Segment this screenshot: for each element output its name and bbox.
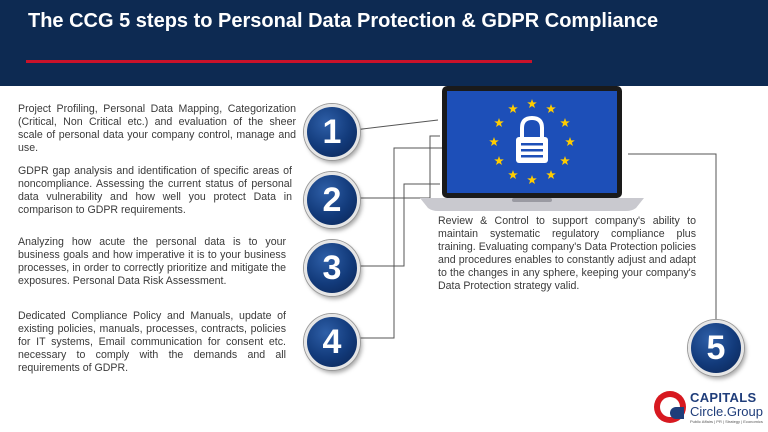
step-5-badge: 5 <box>688 320 744 376</box>
step-4-badge: 4 <box>304 314 360 370</box>
title-underline <box>26 60 532 63</box>
step-4-text: Dedicated Compliance Policy and Manuals, update of existing policies, manuals, processes, contracts, policies for IT systems, Email communication for consent etc. necessary to comply with the demands and all requirements of GDPR. <box>18 310 286 374</box>
step-1-text: Project Profiling, Personal Data Mapping, Categorization (Critical, Non Critical etc.) and evaluation of the sheer scale of personal data your company control, manage and use. <box>18 103 296 154</box>
logo-line-2: Circle.Group <box>690 404 763 419</box>
step-2-text: GDPR gap analysis and identification of specific areas of noncompliance. Assessing the current status of personal data vulnerability and how well you protect Data in comparison to GDPR requirements. <box>18 165 292 216</box>
laptop-eu-lock-icon <box>420 84 644 212</box>
page-title: The CCG 5 steps to Personal Data Protection & GDPR Compliance <box>28 10 659 32</box>
step-5-text: Review & Control to support company's ability to maintain systematic regulatory compliance plus training. Evaluating company's Data Protection policies and procedures enables to constantly adjust and adapt to the changes in any sphere, keeping your company's Data Protection strategy valid. <box>438 215 696 292</box>
capitals-circle-logo-icon <box>654 391 686 423</box>
step-3-text: Analyzing how acute the personal data is to your business goals and how imperative it is to your business processes, in order to correctly prioritize and mitigate the exposures. Personal Data Risk Assessment. <box>18 236 286 287</box>
header-bar <box>0 0 768 86</box>
step-2-badge: 2 <box>304 172 360 228</box>
logo-line-1: CAPITALS <box>690 390 757 405</box>
logo-tagline: Public Affairs | PR | Strategy | Economics <box>690 419 763 424</box>
company-logo <box>654 388 766 428</box>
step-3-badge: 3 <box>304 240 360 296</box>
step-1-badge: 1 <box>304 104 360 160</box>
